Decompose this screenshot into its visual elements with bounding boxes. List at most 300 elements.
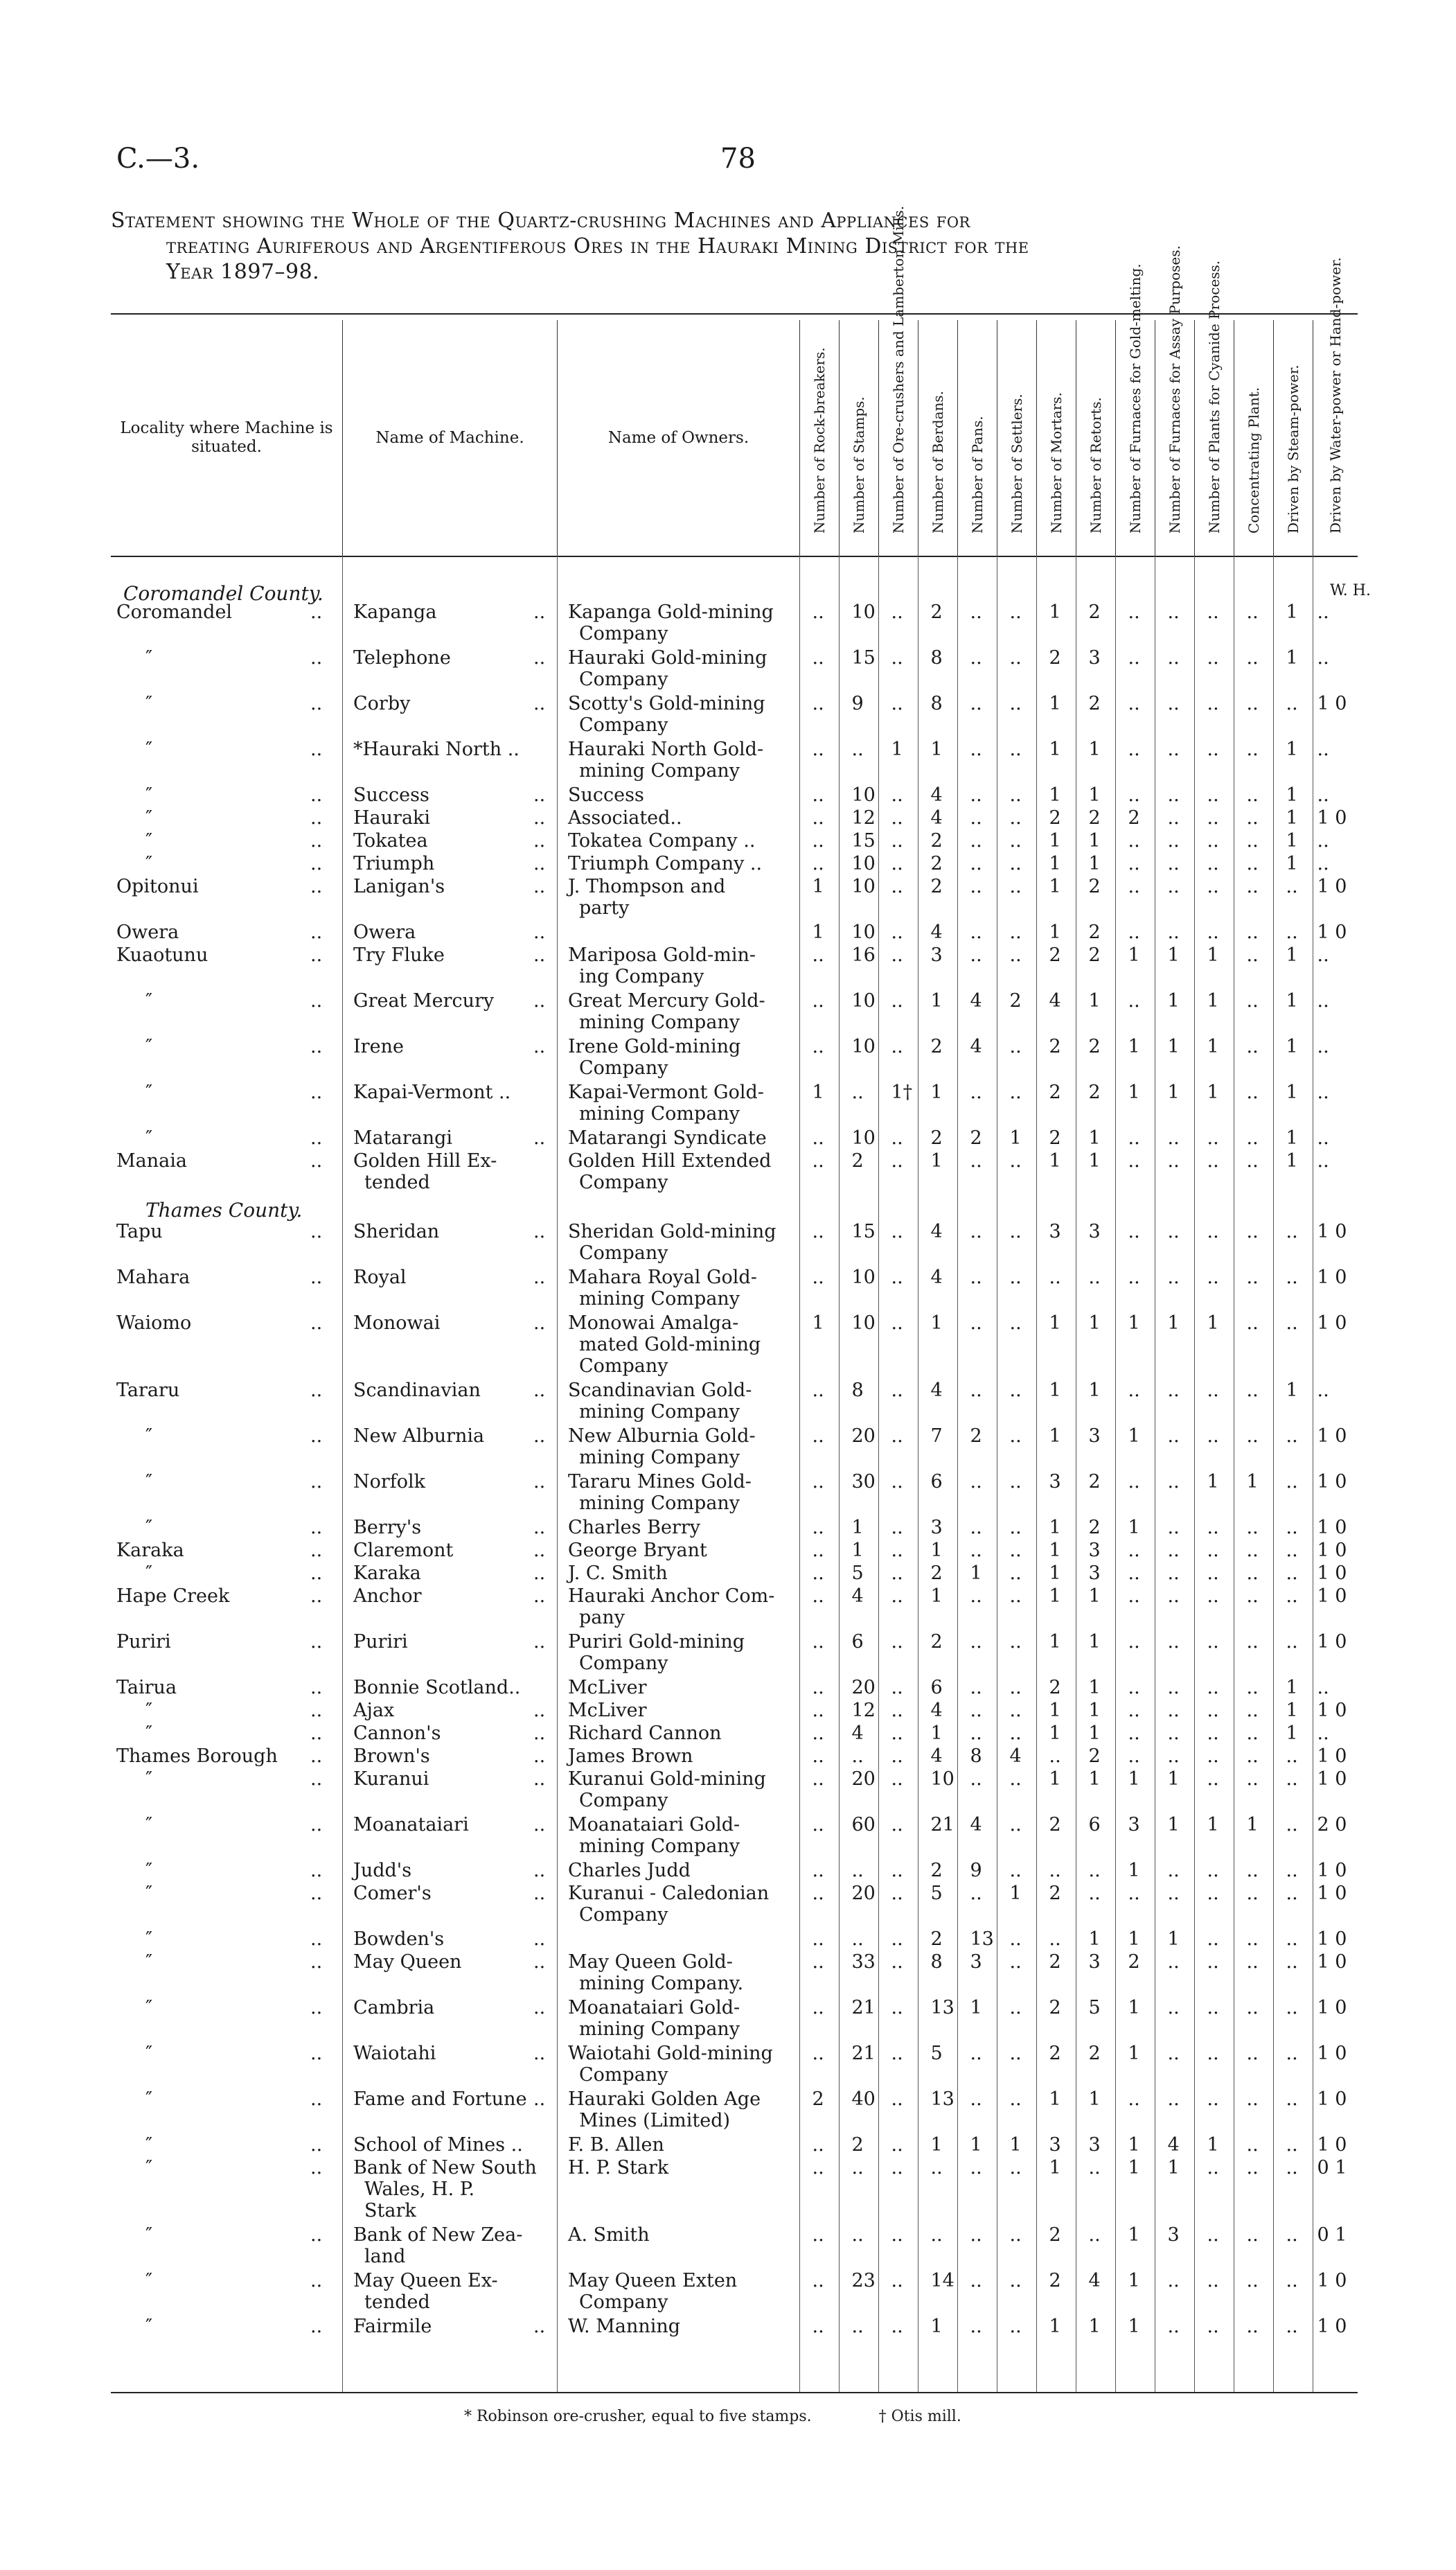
cell-owner: Mines (Limited): [579, 2110, 731, 2131]
cell-value-4: ..: [970, 1677, 982, 1698]
cell-value-6: 1: [1049, 876, 1061, 897]
title-line-1: Statement showing the Whole of the Quartz-crushing Machines and Appliances for: [111, 209, 970, 233]
cell-value-8: ..: [1128, 784, 1140, 806]
cell-machine: Bank of New South: [353, 2157, 537, 2179]
cell-value-7: 1: [1088, 1723, 1101, 1744]
leader-dots: ..: [533, 1700, 546, 1721]
cell-value-6: 2: [1049, 2224, 1061, 2246]
cell-value-2: ..: [891, 1150, 903, 1172]
cell-value-12: 1: [1286, 601, 1298, 623]
cell-value-6: 1: [1049, 2157, 1061, 2179]
cell-value-3: 2: [930, 1860, 943, 1881]
cell-value-7: 3: [1088, 1540, 1101, 1561]
leader-dots: ..: [533, 1928, 546, 1950]
leader-dots: ..: [310, 1312, 323, 1334]
cell-value-11: ..: [1246, 2157, 1259, 2179]
cell-value-13: ..: [1317, 739, 1329, 760]
cell-value-12: ..: [1286, 2043, 1298, 2064]
cell-value-1: 10: [851, 922, 876, 943]
cell-value-3: 14: [930, 2270, 955, 2291]
cell-value-4: 13: [970, 1928, 994, 1950]
cell-value-9: 1: [1167, 1928, 1180, 1950]
cell-value-8: 2: [1128, 807, 1140, 829]
cell-value-5: ..: [1009, 1471, 1022, 1493]
column-divider: [1115, 556, 1116, 2392]
cell-value-3: 5: [930, 1883, 943, 1904]
cell-value-13: ..: [1317, 1082, 1329, 1103]
cell-value-11: ..: [1246, 944, 1259, 966]
cell-value-10: ..: [1207, 601, 1219, 623]
cell-machine: Fame and Fortune: [353, 2088, 527, 2110]
cell-value-6: 3: [1049, 1471, 1061, 1493]
cell-value-9: ..: [1167, 876, 1180, 897]
cell-value-4: 4: [970, 1036, 982, 1057]
cell-value-5: ..: [1009, 1997, 1022, 2018]
cell-value-5: ..: [1009, 1951, 1022, 1973]
cell-locality: Hape Creek: [116, 1585, 230, 1607]
cell-value-12: ..: [1286, 1814, 1298, 1836]
cell-value-10: ..: [1207, 1267, 1219, 1288]
cell-value-2: ..: [891, 1540, 903, 1561]
cell-value-1: ..: [851, 1860, 864, 1881]
cell-value-3: 8: [930, 693, 943, 714]
cell-owner: May Queen Gold-: [568, 1951, 733, 1973]
cell-value-12: ..: [1286, 2316, 1298, 2337]
cell-value-6: 1: [1049, 1425, 1061, 1447]
cell-value-0: ..: [812, 2224, 824, 2246]
cell-value-11: ..: [1246, 1928, 1259, 1950]
cell-value-4: 1: [970, 1563, 982, 1584]
cell-value-0: ..: [812, 1471, 824, 1493]
cell-value-9: ..: [1167, 1745, 1180, 1767]
cell-value-6: 2: [1049, 1951, 1061, 1973]
cell-value-9: ..: [1167, 1380, 1180, 1401]
cell-value-7: 2: [1088, 1517, 1101, 1538]
cell-value-5: ..: [1009, 1768, 1022, 1790]
cell-value-11: ..: [1246, 2316, 1259, 2337]
cell-value-2: ..: [891, 1471, 903, 1493]
cell-value-7: 1: [1088, 1677, 1101, 1698]
leader-dots: ..: [533, 1563, 546, 1584]
cell-value-13: ..: [1317, 1677, 1329, 1698]
cell-value-8: ..: [1128, 1471, 1140, 1493]
cell-machine: Bonnie Scotland..: [353, 1677, 521, 1698]
cell-value-2: 1†: [891, 1082, 913, 1103]
cell-value-6: 2: [1049, 2043, 1061, 2064]
cell-value-0: ..: [812, 1150, 824, 1172]
cell-value-8: 1: [1128, 944, 1140, 966]
cell-locality: ″: [145, 739, 153, 760]
cell-value-1: 60: [851, 1814, 876, 1836]
cell-value-13: 2 0: [1317, 1814, 1347, 1836]
cell-value-7: 1: [1088, 2088, 1101, 2110]
cell-value-9: 1: [1167, 944, 1180, 966]
leader-dots: ..: [310, 739, 323, 760]
cell-value-2: ..: [891, 1221, 903, 1242]
cell-value-11: ..: [1246, 1267, 1259, 1288]
cell-value-2: ..: [891, 1631, 903, 1653]
cell-value-10: 1: [1207, 944, 1219, 966]
cell-value-13: 1 0: [1317, 2270, 1347, 2291]
leader-dots: ..: [533, 784, 546, 806]
cell-value-1: 9: [851, 693, 864, 714]
cell-owner: Kuranui Gold-mining: [568, 1768, 766, 1790]
cell-value-0: ..: [812, 1425, 824, 1447]
cell-owner: Company: [579, 1904, 668, 1926]
cell-value-9: ..: [1167, 601, 1180, 623]
leader-dots: ..: [533, 2043, 546, 2064]
cell-value-2: ..: [891, 1814, 903, 1836]
cell-value-2: ..: [891, 922, 903, 943]
cell-locality: ″: [145, 990, 153, 1012]
leader-dots: ..: [310, 1585, 323, 1607]
leader-dots: ..: [533, 1540, 546, 1561]
leader-dots: ..: [310, 830, 323, 852]
cell-value-10: ..: [1207, 693, 1219, 714]
cell-value-8: 1: [1128, 1425, 1140, 1447]
col-numeric-header-6: [1036, 320, 1076, 556]
leader-dots: ..: [310, 922, 323, 943]
col-numeric-header-label-2: Number of Ore-crushers and Lamberton Mills.: [890, 206, 907, 534]
cell-value-10: ..: [1207, 830, 1219, 852]
cell-value-0: ..: [812, 1517, 824, 1538]
cell-value-9: ..: [1167, 1517, 1180, 1538]
cell-value-11: ..: [1246, 807, 1259, 829]
cell-value-4: ..: [970, 807, 982, 829]
cell-value-6: 1: [1049, 784, 1061, 806]
cell-owner: Monowai Amalga-: [568, 1312, 739, 1334]
leader-dots: ..: [310, 876, 323, 897]
cell-value-2: ..: [891, 1380, 903, 1401]
cell-value-0: 2: [812, 2088, 824, 2110]
cell-machine: May Queen: [353, 1951, 462, 1973]
column-divider: [557, 556, 558, 2392]
cell-locality: Tairua: [116, 1677, 177, 1698]
leader-dots: ..: [310, 1768, 323, 1790]
cell-value-9: ..: [1167, 1723, 1180, 1744]
cell-value-4: ..: [970, 2157, 982, 2179]
cell-value-11: ..: [1246, 1860, 1259, 1881]
cell-owner: mining Company: [579, 2018, 740, 2040]
cell-machine: Norfolk: [353, 1471, 426, 1493]
cell-machine: Stark: [364, 2200, 416, 2221]
cell-value-4: 3: [970, 1951, 982, 1973]
cell-value-6: 2: [1049, 1677, 1061, 1698]
cell-value-13: ..: [1317, 784, 1329, 806]
cell-value-0: ..: [812, 1267, 824, 1288]
cell-value-4: ..: [970, 647, 982, 669]
cell-value-0: ..: [812, 1860, 824, 1881]
cell-value-10: ..: [1207, 1631, 1219, 1653]
col-numeric-header-11: [1234, 320, 1273, 556]
cell-value-11: ..: [1246, 1677, 1259, 1698]
cell-value-0: 1: [812, 1082, 824, 1103]
cell-value-7: 3: [1088, 2134, 1101, 2156]
cell-owner: mining Company: [579, 1401, 740, 1423]
col-numeric-header-label-7: Number of Retorts.: [1087, 397, 1104, 534]
cell-machine: Corby: [353, 693, 411, 714]
cell-value-3: 4: [930, 1221, 943, 1242]
cell-value-1: 4: [851, 1585, 864, 1607]
cell-locality: ″: [145, 1127, 153, 1149]
cell-value-8: 1: [1128, 1517, 1140, 1538]
cell-value-9: ..: [1167, 1700, 1180, 1721]
cell-value-10: ..: [1207, 1768, 1219, 1790]
leader-dots: ..: [533, 1883, 546, 1904]
cell-value-5: ..: [1009, 647, 1022, 669]
cell-value-8: ..: [1128, 1677, 1140, 1698]
cell-value-10: ..: [1207, 2270, 1219, 2291]
cell-value-10: ..: [1207, 739, 1219, 760]
cell-value-12: ..: [1286, 1563, 1298, 1584]
cell-value-13: 1 0: [1317, 1997, 1347, 2018]
cell-value-10: ..: [1207, 922, 1219, 943]
cell-owner: Company: [579, 623, 668, 644]
col-numeric-header-label-9: Number of Furnaces for Assay Purposes.: [1166, 245, 1183, 534]
cell-value-1: 5: [851, 1563, 864, 1584]
cell-value-10: ..: [1207, 1517, 1219, 1538]
cell-machine: Ajax: [353, 1700, 395, 1721]
cell-value-8: ..: [1128, 601, 1140, 623]
cell-value-5: ..: [1009, 1585, 1022, 1607]
leader-dots: ..: [533, 1267, 546, 1288]
cell-value-13: ..: [1317, 990, 1329, 1012]
cell-value-2: ..: [891, 784, 903, 806]
cell-value-4: ..: [970, 739, 982, 760]
cell-value-6: 1: [1049, 693, 1061, 714]
cell-value-11: ..: [1246, 1036, 1259, 1057]
column-divider: [1194, 556, 1195, 2392]
cell-value-9: ..: [1167, 693, 1180, 714]
cell-owner: Scandinavian Gold-: [568, 1380, 752, 1401]
cell-value-11: ..: [1246, 1768, 1259, 1790]
cell-locality: Tararu: [116, 1380, 180, 1401]
cell-value-10: 1: [1207, 2134, 1219, 2156]
title-line-3: Year 1897–98.: [166, 260, 320, 284]
leader-dots: ..: [310, 1928, 323, 1950]
cell-machine: Kapanga: [353, 601, 437, 623]
cell-value-10: 1: [1207, 1082, 1219, 1103]
cell-value-4: ..: [970, 944, 982, 966]
leader-dots: ..: [310, 601, 323, 623]
leader-dots: ..: [310, 1517, 323, 1538]
cell-value-4: ..: [970, 1517, 982, 1538]
cell-value-11: ..: [1246, 1951, 1259, 1973]
leader-dots: ..: [533, 853, 546, 874]
cell-value-1: 33: [851, 1951, 876, 1973]
leader-dots: ..: [533, 1814, 546, 1836]
leader-dots: ..: [533, 2088, 546, 2110]
cell-value-3: 1: [930, 1723, 943, 1744]
cell-value-1: 15: [851, 647, 876, 669]
cell-locality: ″: [145, 1700, 153, 1721]
cell-value-8: ..: [1128, 1745, 1140, 1767]
cell-value-0: ..: [812, 1127, 824, 1149]
cell-locality: ″: [145, 807, 153, 829]
cell-value-13: 1 0: [1317, 1517, 1347, 1538]
cell-owner: Charles Berry: [568, 1517, 700, 1538]
cell-value-10: ..: [1207, 1585, 1219, 1607]
cell-value-1: 1: [851, 1540, 864, 1561]
cell-value-0: ..: [812, 1631, 824, 1653]
cell-value-10: ..: [1207, 1745, 1219, 1767]
cell-value-6: 1: [1049, 2316, 1061, 2337]
cell-value-0: ..: [812, 1814, 824, 1836]
cell-value-2: ..: [891, 1036, 903, 1057]
cell-value-4: ..: [970, 1082, 982, 1103]
cell-value-2: ..: [891, 1267, 903, 1288]
cell-value-10: ..: [1207, 1860, 1219, 1881]
cell-value-7: 2: [1088, 876, 1101, 897]
cell-value-3: 1: [930, 2134, 943, 2156]
cell-value-5: 1: [1009, 1127, 1022, 1149]
leader-dots: ..: [310, 1723, 323, 1744]
cell-locality: ″: [145, 2088, 153, 2110]
cell-value-10: ..: [1207, 1425, 1219, 1447]
cell-value-9: ..: [1167, 1563, 1180, 1584]
cell-value-13: 1 0: [1317, 922, 1347, 943]
cell-value-5: ..: [1009, 1563, 1022, 1584]
cell-owner: Moanataiari Gold-: [568, 1814, 740, 1836]
cell-value-8: ..: [1128, 1700, 1140, 1721]
cell-value-13: 0 1: [1317, 2224, 1347, 2246]
cell-value-3: 4: [930, 1700, 943, 1721]
cell-value-5: ..: [1009, 807, 1022, 829]
cell-value-7: 4: [1088, 2270, 1101, 2291]
cell-value-12: ..: [1286, 1221, 1298, 1242]
cell-value-12: ..: [1286, 1540, 1298, 1561]
cell-value-13: 1 0: [1317, 2316, 1347, 2337]
cell-value-11: ..: [1246, 601, 1259, 623]
cell-value-0: ..: [812, 853, 824, 874]
cell-locality: ″: [145, 1883, 153, 1904]
document-reference: C.—3.: [116, 143, 200, 175]
leader-dots: ..: [533, 601, 546, 623]
cell-value-11: ..: [1246, 1997, 1259, 2018]
cell-value-0: ..: [812, 693, 824, 714]
cell-value-6: ..: [1049, 1267, 1061, 1288]
cell-value-3: 4: [930, 1745, 943, 1767]
cell-value-11: ..: [1246, 2270, 1259, 2291]
cell-value-8: 1: [1128, 1082, 1140, 1103]
cell-value-10: ..: [1207, 2043, 1219, 2064]
cell-value-10: ..: [1207, 876, 1219, 897]
cell-value-0: ..: [812, 944, 824, 966]
cell-value-9: ..: [1167, 739, 1180, 760]
col-numeric-header-label-1: Number of Stamps.: [851, 396, 867, 534]
cell-value-2: ..: [891, 2134, 903, 2156]
cell-owner: Success: [568, 784, 644, 806]
cell-value-6: 1: [1049, 1768, 1061, 1790]
cell-owner: Company: [579, 1355, 668, 1377]
cell-value-7: 1: [1088, 830, 1101, 852]
cell-value-4: ..: [970, 1723, 982, 1744]
cell-value-5: ..: [1009, 1517, 1022, 1538]
cell-value-5: ..: [1009, 2088, 1022, 2110]
cell-value-4: ..: [970, 1700, 982, 1721]
leader-dots: ..: [310, 1860, 323, 1881]
cell-value-6: 4: [1049, 990, 1061, 1012]
cell-value-2: ..: [891, 1585, 903, 1607]
cell-value-10: ..: [1207, 1677, 1219, 1698]
cell-value-2: 1: [891, 739, 903, 760]
cell-owner: Tararu Mines Gold-: [568, 1471, 752, 1493]
cell-value-7: ..: [1088, 1883, 1101, 1904]
cell-machine: Claremont: [353, 1540, 454, 1561]
cell-value-8: ..: [1128, 1267, 1140, 1288]
cell-value-5: ..: [1009, 739, 1022, 760]
cell-value-2: ..: [891, 1951, 903, 1973]
col-numeric-header-label-10: Number of Plants for Cyanide Process.: [1206, 260, 1223, 534]
leader-dots: ..: [533, 830, 546, 852]
cell-machine: Cambria: [353, 1997, 435, 2018]
col-numeric-header-10: [1194, 260, 1234, 556]
cell-value-12: ..: [1286, 1425, 1298, 1447]
cell-value-10: ..: [1207, 1540, 1219, 1561]
cell-value-12: ..: [1286, 1997, 1298, 2018]
cell-value-12: ..: [1286, 1745, 1298, 1767]
cell-value-8: ..: [1128, 693, 1140, 714]
cell-owner: ing Company: [579, 966, 704, 987]
cell-value-10: ..: [1207, 2088, 1219, 2110]
cell-machine: Sheridan: [353, 1221, 440, 1242]
cell-value-3: 21: [930, 1814, 955, 1836]
cell-value-2: ..: [891, 1700, 903, 1721]
cell-value-13: 1 0: [1317, 1745, 1347, 1767]
cell-owner: F. B. Allen: [568, 2134, 664, 2156]
cell-locality: ″: [145, 853, 153, 874]
cell-value-12: ..: [1286, 1631, 1298, 1653]
cell-value-6: 2: [1049, 807, 1061, 829]
cell-value-7: 2: [1088, 1745, 1101, 1767]
cell-value-13: 1 0: [1317, 1221, 1347, 1242]
cell-value-13: ..: [1317, 1380, 1329, 1401]
cell-value-6: 1: [1049, 1517, 1061, 1538]
cell-value-1: 20: [851, 1677, 876, 1698]
cell-value-1: 30: [851, 1471, 876, 1493]
leader-dots: ..: [310, 1221, 323, 1242]
cell-value-8: ..: [1128, 1883, 1140, 1904]
cell-locality: ″: [145, 2224, 153, 2246]
cell-value-1: 10: [851, 1267, 876, 1288]
cell-value-6: 2: [1049, 1997, 1061, 2018]
cell-value-10: ..: [1207, 1563, 1219, 1584]
cell-owner: Moanataiari Gold-: [568, 1997, 740, 2018]
cell-value-3: 1: [930, 1312, 943, 1334]
cell-value-1: 10: [851, 1036, 876, 1057]
cell-value-6: 2: [1049, 1127, 1061, 1149]
cell-owner: Golden Hill Extended: [568, 1150, 772, 1172]
cell-value-3: 6: [930, 1471, 943, 1493]
cell-owner: Irene Gold-mining: [568, 1036, 741, 1057]
cell-owner: mated Gold-mining: [579, 1334, 761, 1355]
cell-owner: New Alburnia Gold-: [568, 1425, 756, 1447]
cell-value-6: 1: [1049, 1540, 1061, 1561]
cell-value-8: ..: [1128, 1563, 1140, 1584]
cell-locality: Waiomo: [116, 1312, 192, 1334]
col-numeric-header-12: [1273, 320, 1313, 556]
cell-value-9: ..: [1167, 2043, 1180, 2064]
cell-value-3: 1: [930, 1150, 943, 1172]
cell-value-3: 6: [930, 1677, 943, 1698]
cell-value-8: ..: [1128, 1380, 1140, 1401]
cell-value-4: 8: [970, 1745, 982, 1767]
cell-value-1: 10: [851, 601, 876, 623]
cell-value-3: 3: [930, 944, 943, 966]
cell-owner: Kapai-Vermont Gold-: [568, 1082, 764, 1103]
leader-dots: ..: [533, 647, 546, 669]
cell-owner: May Queen Exten: [568, 2270, 738, 2291]
